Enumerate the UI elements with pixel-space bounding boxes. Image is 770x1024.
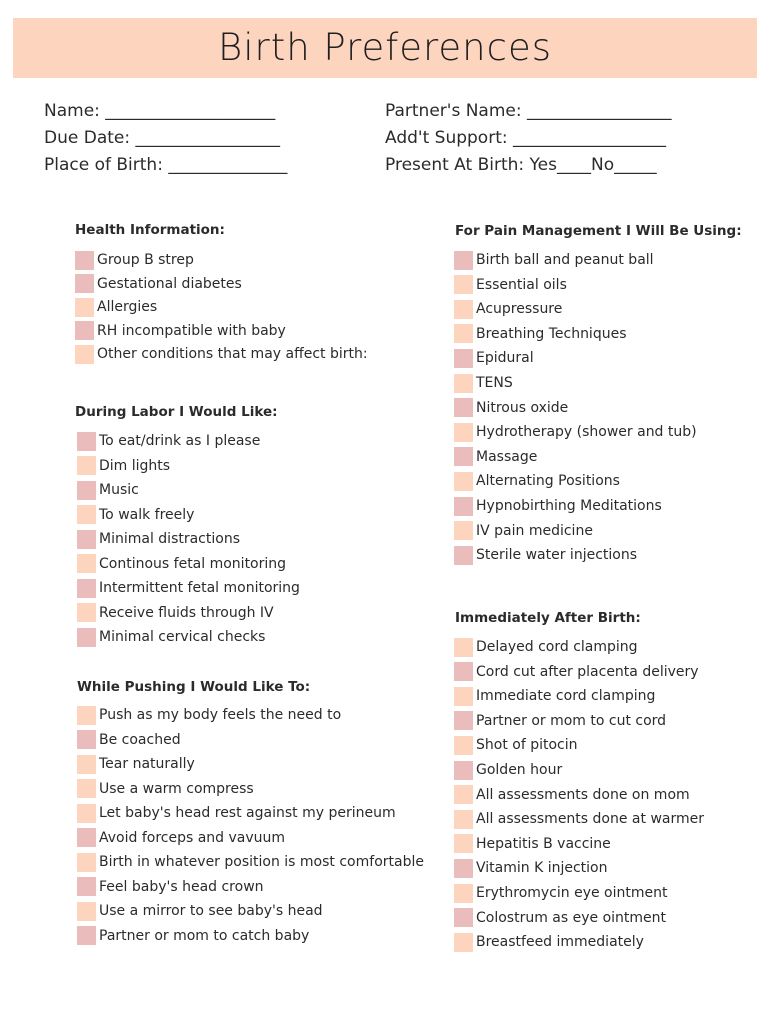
checklist-item-label: RH incompatible with baby <box>97 322 286 339</box>
checklist-item-label: Partner or mom to catch baby <box>99 927 310 944</box>
pushing-checklist-item[interactable] <box>77 877 264 897</box>
health-checklist-item[interactable] <box>75 344 368 364</box>
pushing-checklist-item[interactable] <box>77 705 341 725</box>
checklist-item-label: All assessments done on mom <box>476 786 690 803</box>
pain-checklist-item[interactable] <box>454 496 662 516</box>
labor-checklist-item[interactable] <box>77 480 139 500</box>
pain-checklist-item[interactable] <box>454 275 567 295</box>
pain-checklist-item[interactable] <box>454 373 513 393</box>
after-checklist-item[interactable] <box>454 932 644 952</box>
checkbox[interactable] <box>77 706 96 725</box>
checkbox[interactable] <box>454 859 473 878</box>
checkbox[interactable] <box>454 687 473 706</box>
checklist-item-label: Use a warm compress <box>99 780 254 797</box>
checkbox[interactable] <box>454 662 473 681</box>
pain-checklist-item[interactable] <box>454 250 654 270</box>
checklist-item-label: Acupressure <box>476 301 563 318</box>
labor-checklist-item[interactable] <box>77 529 240 549</box>
pain-checklist-item[interactable] <box>454 422 697 442</box>
checkbox[interactable] <box>77 554 96 573</box>
checklist-item-label: Essential oils <box>476 276 567 293</box>
checklist-item-label: Birth ball and peanut ball <box>476 252 654 268</box>
checkbox[interactable] <box>77 755 96 774</box>
due-date-field[interactable]: Due Date: _________________ <box>44 128 280 148</box>
after-checklist-item[interactable] <box>454 760 562 780</box>
checkbox[interactable] <box>77 456 96 475</box>
checkbox[interactable] <box>77 902 96 921</box>
checkbox[interactable] <box>77 877 96 896</box>
present-at-birth-field[interactable]: Present At Birth: Yes____No_____ <box>385 155 657 175</box>
checklist-item-label: Hypnobirthing Meditations <box>476 498 662 514</box>
checkbox[interactable] <box>454 546 473 565</box>
name-field[interactable]: Name: ____________________ <box>44 101 276 121</box>
pain-management-heading: For Pain Management I Will Be Using: <box>455 223 742 239</box>
after-checklist-item[interactable] <box>454 858 608 878</box>
pain-checklist-item[interactable] <box>454 545 637 565</box>
checklist-item-label: Birth in whatever position is most comfortable <box>99 854 424 870</box>
after-checklist-item[interactable] <box>454 711 666 731</box>
checkbox[interactable] <box>454 884 473 903</box>
checklist-item-label: Tear naturally <box>99 756 195 772</box>
checklist-item-label: Partner or mom to cut cord <box>476 712 667 729</box>
after-checklist-item[interactable] <box>454 908 666 928</box>
checklist-item-label: All assessments done at warmer <box>476 811 704 828</box>
pain-checklist-item[interactable] <box>454 299 562 319</box>
checklist-item-label: Vitamin K injection <box>476 860 608 877</box>
after-checklist-item[interactable] <box>454 834 611 854</box>
checklist-item-label: IV pain medicine <box>476 522 593 539</box>
checklist-item-label: Dim lights <box>99 457 171 474</box>
checkbox[interactable] <box>454 908 473 927</box>
while-pushing-heading: While Pushing I Would Like To: <box>77 679 311 695</box>
pushing-checklist-item[interactable] <box>77 803 396 823</box>
pushing-checklist-item[interactable] <box>77 754 195 774</box>
checklist-item-label: TENS <box>476 375 513 391</box>
checklist-item-label: Sterile water injections <box>476 547 637 564</box>
checklist-item-label: Breathing Techniques <box>476 325 627 342</box>
after-checklist-item[interactable] <box>454 662 699 682</box>
checkbox[interactable] <box>77 926 96 945</box>
checklist-item-label: Cord cut after placenta delivery <box>476 663 699 680</box>
checkbox[interactable] <box>454 398 473 417</box>
checkbox[interactable] <box>454 711 473 730</box>
checkbox[interactable] <box>454 324 473 343</box>
checkbox[interactable] <box>454 521 473 540</box>
after-checklist-item[interactable] <box>454 637 638 657</box>
checklist-item-label: Immediate cord clamping <box>476 688 656 705</box>
checkbox[interactable] <box>75 298 94 317</box>
checklist-item-label: Music <box>99 482 139 498</box>
add-support-field[interactable]: Add't Support: __________________ <box>385 128 666 148</box>
checkbox[interactable] <box>77 804 96 823</box>
checkbox[interactable] <box>77 579 96 598</box>
checklist-item-label: Golden hour <box>476 762 563 778</box>
checklist-item-label: Use a mirror to see baby's head <box>99 903 323 919</box>
pain-checklist-item[interactable] <box>454 324 627 344</box>
checklist-item-label: Minimal cervical checks <box>99 629 266 645</box>
checklist-item-label: Hepatitis B vaccine <box>476 835 611 852</box>
checkbox[interactable] <box>454 349 473 368</box>
after-checklist-item[interactable] <box>454 785 690 805</box>
checklist-item-label: Erythromycin eye ointment <box>476 885 668 901</box>
labor-checklist-item[interactable] <box>77 554 286 574</box>
labor-checklist-item[interactable] <box>77 505 194 525</box>
pushing-checklist-item[interactable] <box>77 828 285 848</box>
page-title: Birth Preferences <box>217 26 553 69</box>
checkbox[interactable] <box>454 834 473 853</box>
pain-checklist-item[interactable] <box>454 348 534 368</box>
checklist-item-label: Other conditions that may affect birth: <box>97 346 368 363</box>
checklist-item-label: Let baby's head rest against my perineum <box>99 805 396 821</box>
checklist-item-label: Breastfeed immediately <box>476 934 644 951</box>
checkbox[interactable] <box>454 736 473 755</box>
labor-checklist-item[interactable] <box>77 431 260 451</box>
checkbox[interactable] <box>454 761 473 780</box>
labor-checklist-item[interactable] <box>77 627 265 647</box>
pain-checklist-item[interactable] <box>454 447 537 467</box>
checkbox[interactable] <box>454 638 473 657</box>
health-information-heading: Health Information: <box>75 222 225 238</box>
health-checklist-item[interactable] <box>75 321 286 341</box>
checkbox[interactable] <box>454 810 473 829</box>
labor-checklist-item[interactable] <box>77 578 300 598</box>
checklist-item-label: Nitrous oxide <box>476 399 569 416</box>
checkbox[interactable] <box>454 785 473 804</box>
checklist-item-label: Receive fluids through IV <box>99 604 274 621</box>
checklist-item-label: Shot of pitocin <box>476 737 578 754</box>
checklist-item-label: Minimal distractions <box>99 531 240 547</box>
checklist-item-label: Avoid forceps and vavuum <box>99 829 286 846</box>
checkbox[interactable] <box>77 828 96 847</box>
pushing-checklist-item[interactable] <box>77 901 323 921</box>
pain-checklist-item[interactable] <box>454 398 568 418</box>
health-checklist-item[interactable] <box>75 297 157 317</box>
checklist-item-label: Intermittent fetal monitoring <box>99 580 300 596</box>
pushing-checklist-item[interactable] <box>77 730 181 750</box>
labor-checklist-item[interactable] <box>77 456 170 476</box>
checkbox[interactable] <box>77 853 96 872</box>
checklist-item-label: Alternating Positions <box>476 473 620 490</box>
checkbox[interactable] <box>75 251 94 270</box>
checklist-item-label: To walk freely <box>99 506 195 523</box>
checklist-item-label: Continous fetal monitoring <box>99 555 287 572</box>
pushing-checklist-item[interactable] <box>77 779 254 799</box>
after-checklist-item[interactable] <box>454 686 655 706</box>
health-checklist-item[interactable] <box>75 274 242 294</box>
checkbox[interactable] <box>454 251 473 270</box>
checklist-item-label: Epidural <box>476 350 534 367</box>
after-birth-heading: Immediately After Birth: <box>455 610 641 626</box>
checkbox[interactable] <box>77 603 96 622</box>
checklist-item-label: Colostrum as eye ointment <box>476 909 667 926</box>
checkbox[interactable] <box>454 275 473 294</box>
checklist-item-label: Group B strep <box>97 252 194 268</box>
checkbox[interactable] <box>75 345 94 364</box>
pain-checklist-item[interactable] <box>454 471 620 491</box>
during-labor-heading: During Labor I Would Like: <box>75 404 278 420</box>
pushing-checklist-item[interactable] <box>77 852 424 872</box>
labor-checklist-item[interactable] <box>77 603 274 623</box>
after-checklist-item[interactable] <box>454 809 704 829</box>
checkbox[interactable] <box>454 472 473 491</box>
checklist-item-label: Allergies <box>97 299 158 316</box>
checkbox[interactable] <box>77 779 96 798</box>
checkbox[interactable] <box>77 530 96 549</box>
checklist-item-label: Feel baby's head crown <box>99 878 264 895</box>
partners-name-field[interactable]: Partner's Name: _________________ <box>385 101 672 121</box>
after-checklist-item[interactable] <box>454 883 668 903</box>
checkbox[interactable] <box>454 374 473 393</box>
checkbox[interactable] <box>77 730 96 749</box>
checkbox[interactable] <box>454 423 473 442</box>
checklist-item-label: Push as my body feels the need to <box>99 707 342 723</box>
pushing-checklist-item[interactable] <box>77 926 309 946</box>
health-checklist-item[interactable] <box>75 250 194 270</box>
checkbox[interactable] <box>454 447 473 466</box>
checkbox[interactable] <box>454 933 473 952</box>
checkbox[interactable] <box>77 505 96 524</box>
checkbox[interactable] <box>454 497 473 516</box>
after-checklist-item[interactable] <box>454 735 578 755</box>
pain-checklist-item[interactable] <box>454 521 593 541</box>
title-banner <box>13 18 757 78</box>
checkbox[interactable] <box>75 321 94 340</box>
checklist-item-label: Hydrotherapy (shower and tub) <box>476 424 697 441</box>
checkbox[interactable] <box>75 274 94 293</box>
checklist-item-label: Be coached <box>99 731 181 748</box>
checkbox[interactable] <box>454 300 473 319</box>
checklist-item-label: Delayed cord clamping <box>476 639 638 655</box>
checklist-item-label: To eat/drink as I please <box>99 433 261 449</box>
checklist-item-label: Gestational diabetes <box>97 275 242 292</box>
checkbox[interactable] <box>77 481 96 500</box>
place-of-birth-field[interactable]: Place of Birth: ______________ <box>44 155 288 175</box>
checklist-item-label: Massage <box>476 448 538 465</box>
checkbox[interactable] <box>77 432 96 451</box>
checkbox[interactable] <box>77 628 96 647</box>
